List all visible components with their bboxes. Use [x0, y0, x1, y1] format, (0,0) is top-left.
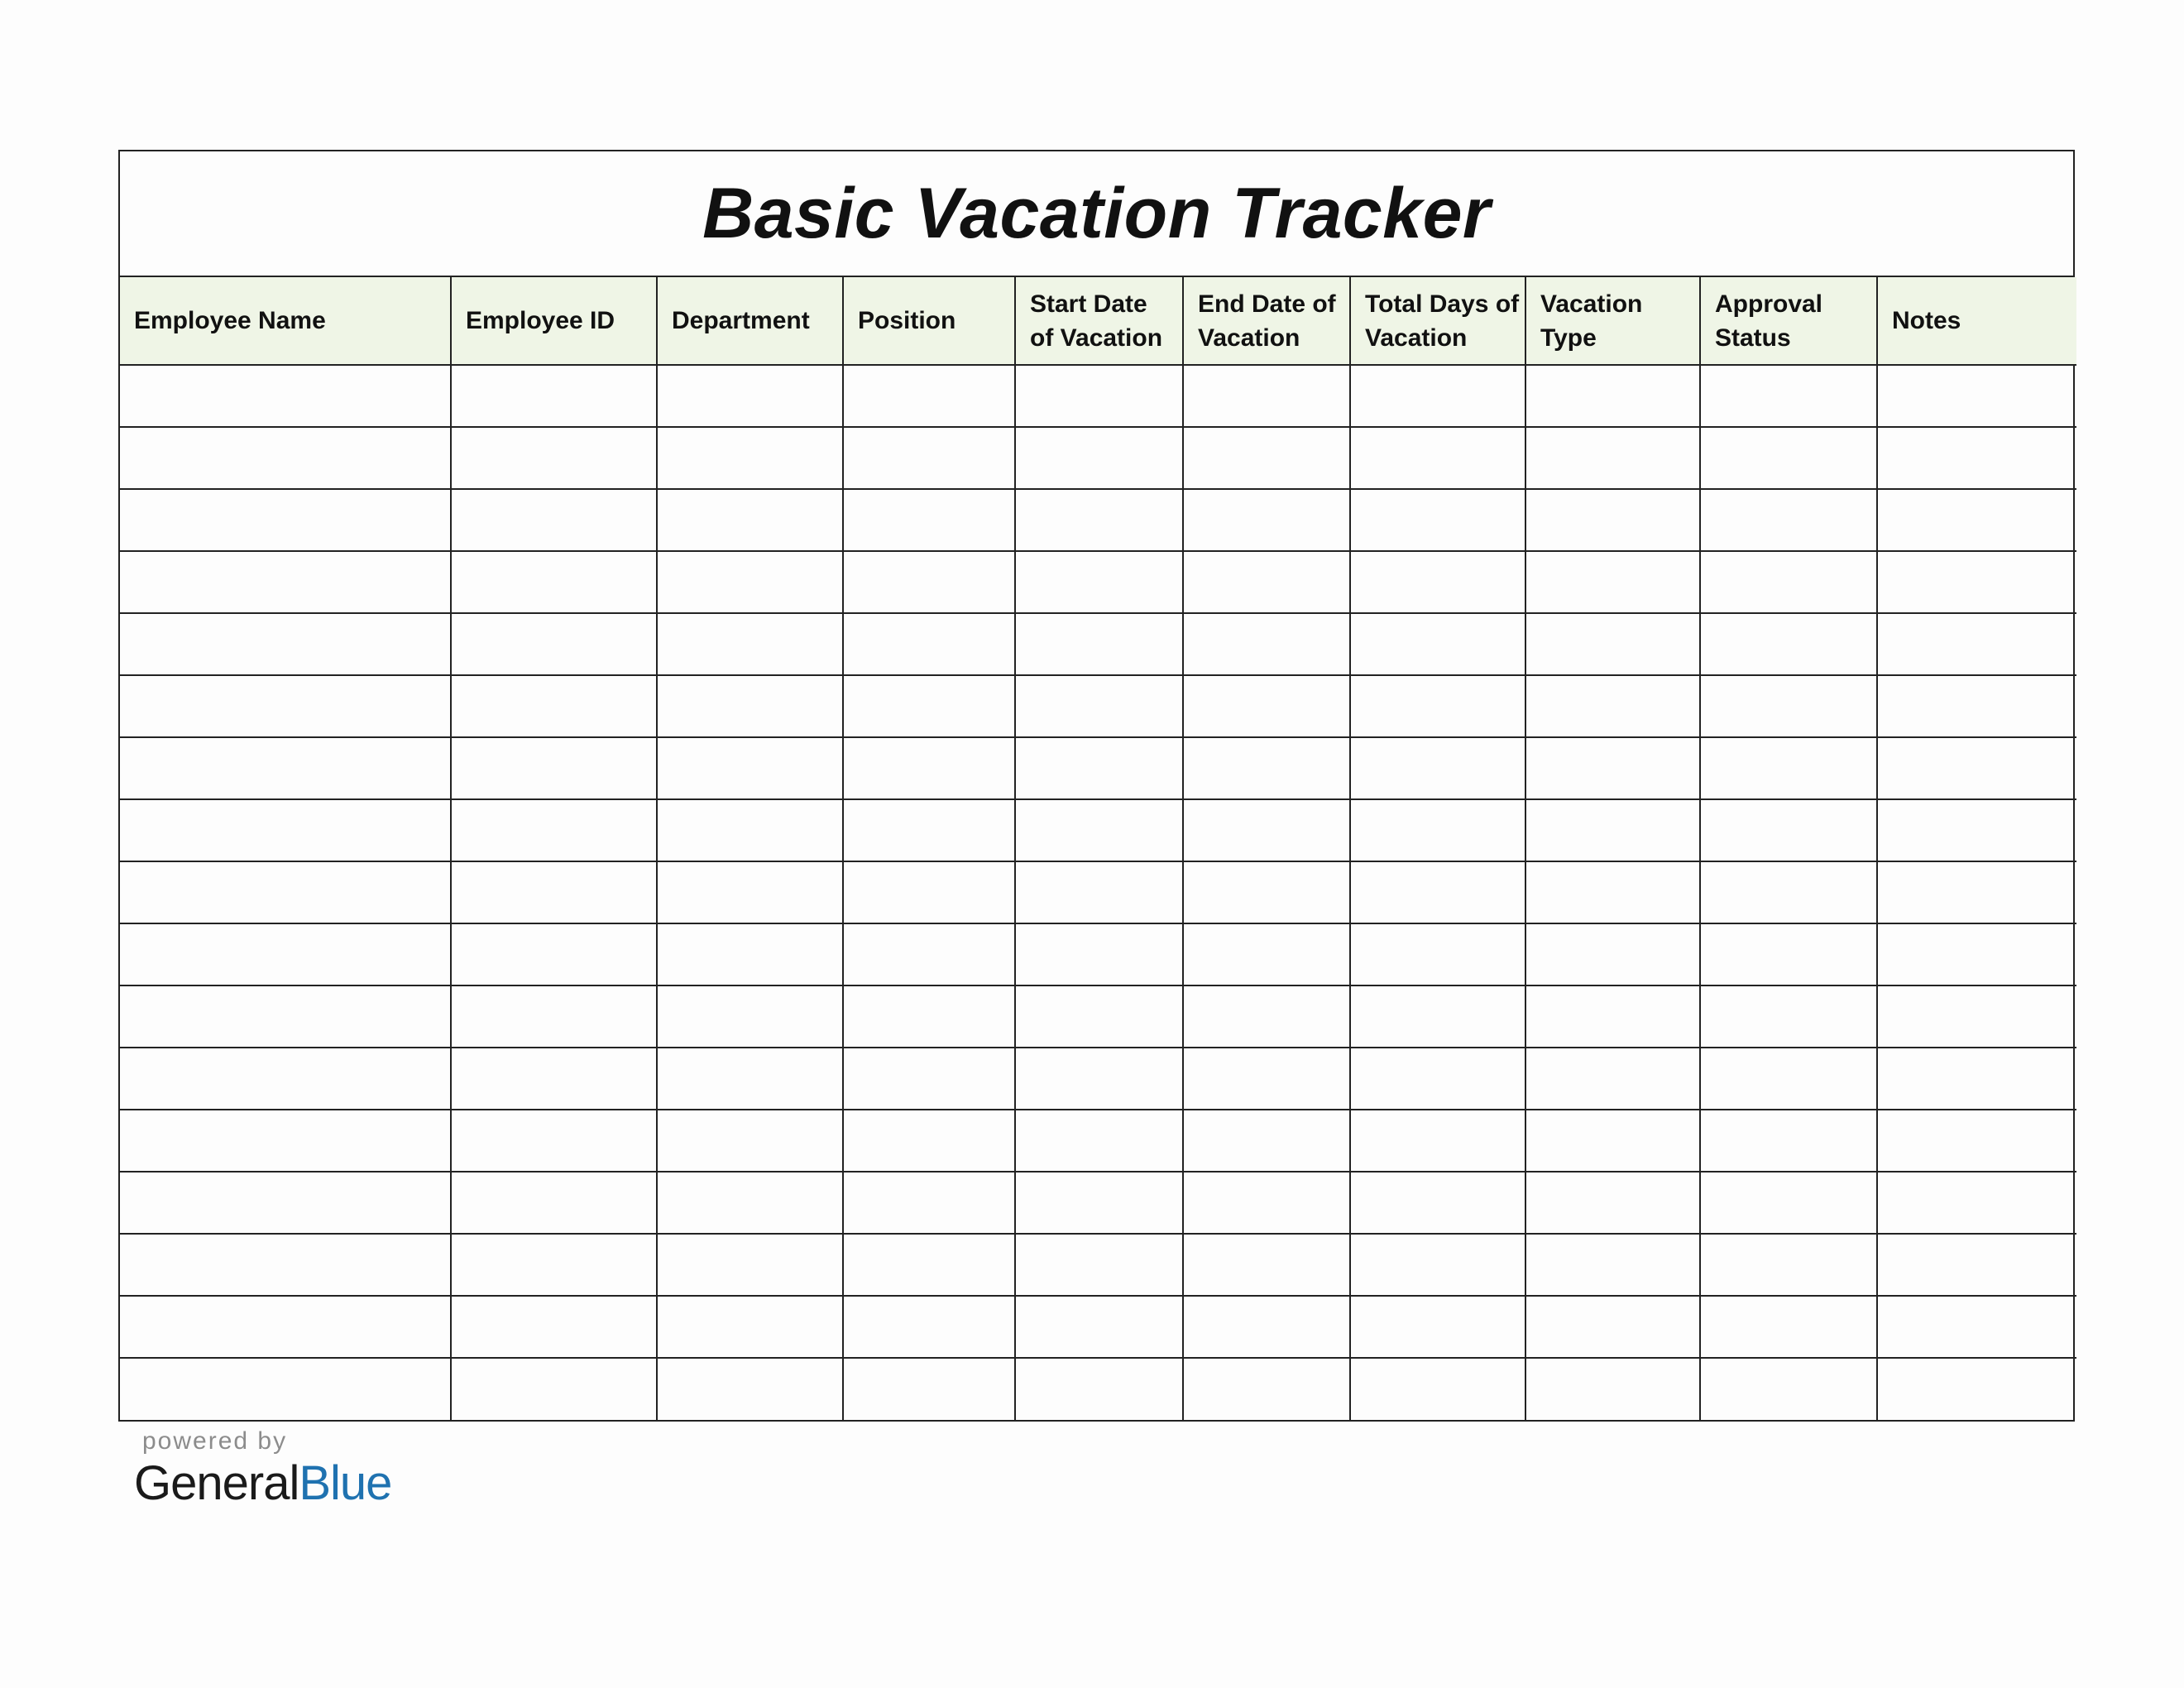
table-row — [120, 1048, 2076, 1110]
column-header-notes: Notes — [1877, 277, 2076, 365]
table-cell[interactable] — [120, 1172, 451, 1234]
table-cell[interactable] — [843, 1110, 1015, 1172]
table-cell[interactable] — [1183, 489, 1350, 551]
table-cell[interactable] — [657, 1296, 843, 1358]
table-cell[interactable] — [120, 1296, 451, 1358]
table-row — [120, 1296, 2076, 1358]
table-row — [120, 737, 2076, 799]
table-cell[interactable] — [657, 1358, 843, 1420]
table-cell[interactable] — [1183, 1296, 1350, 1358]
table-cell[interactable] — [843, 365, 1015, 427]
table-cell[interactable] — [1350, 799, 1525, 861]
table-cell[interactable] — [451, 489, 657, 551]
table-cell[interactable] — [657, 613, 843, 675]
table-cell[interactable] — [1183, 613, 1350, 675]
table-cell[interactable] — [1015, 1048, 1183, 1110]
table-cell[interactable] — [1015, 489, 1183, 551]
table-cell[interactable] — [1877, 1172, 2076, 1234]
table-cell[interactable] — [1877, 489, 2076, 551]
header-row — [120, 277, 2076, 365]
table-cell[interactable] — [843, 489, 1015, 551]
powered-by-text: powered by — [142, 1427, 288, 1455]
table-cell[interactable] — [120, 1048, 451, 1110]
table-cell[interactable] — [657, 1048, 843, 1110]
table-cell[interactable] — [120, 551, 451, 613]
table-cell[interactable] — [451, 1110, 657, 1172]
table-cell[interactable] — [1350, 675, 1525, 737]
table-cell[interactable] — [657, 985, 843, 1048]
table-cell[interactable] — [657, 1110, 843, 1172]
table-cell[interactable] — [1350, 1234, 1525, 1296]
table-cell[interactable] — [843, 737, 1015, 799]
table-cell[interactable] — [843, 985, 1015, 1048]
column-header-department: Department — [657, 277, 843, 365]
table-cell[interactable] — [1877, 365, 2076, 427]
table-cell[interactable] — [120, 923, 451, 985]
table-cell[interactable] — [451, 427, 657, 489]
table-cell[interactable] — [1700, 1172, 1877, 1234]
table-cell[interactable] — [657, 861, 843, 923]
table-cell[interactable] — [1525, 675, 1700, 737]
table-cell[interactable] — [1183, 1048, 1350, 1110]
table-cell[interactable] — [1700, 1296, 1877, 1358]
table-cell[interactable] — [1183, 365, 1350, 427]
table-cell[interactable] — [1183, 985, 1350, 1048]
table-cell[interactable] — [1183, 1234, 1350, 1296]
table-cell[interactable] — [843, 613, 1015, 675]
table-cell[interactable] — [1015, 861, 1183, 923]
table-cell[interactable] — [1700, 1110, 1877, 1172]
table-cell[interactable] — [120, 737, 451, 799]
table-cell[interactable] — [657, 489, 843, 551]
table-cell[interactable] — [1525, 1358, 1700, 1420]
powered-by-footer — [134, 1427, 391, 1510]
table-cell[interactable] — [657, 1234, 843, 1296]
table-cell[interactable] — [1525, 551, 1700, 613]
table-cell[interactable] — [1183, 1172, 1350, 1234]
vacation-tracker-sheet — [118, 150, 2075, 1422]
table-cell[interactable] — [1525, 365, 1700, 427]
table-cell[interactable] — [1525, 427, 1700, 489]
table-cell[interactable] — [1525, 613, 1700, 675]
table-cell[interactable] — [120, 613, 451, 675]
table-cell[interactable] — [451, 1234, 657, 1296]
table-cell[interactable] — [451, 861, 657, 923]
table-cell[interactable] — [1183, 799, 1350, 861]
vacation-table — [120, 277, 2076, 1420]
table-cell[interactable] — [1877, 675, 2076, 737]
table-cell[interactable] — [1015, 1358, 1183, 1420]
table-cell[interactable] — [1700, 923, 1877, 985]
table-cell[interactable] — [1350, 365, 1525, 427]
brand-general-text: General — [134, 1456, 299, 1510]
table-cell[interactable] — [1350, 1172, 1525, 1234]
table-cell[interactable] — [451, 799, 657, 861]
column-header-start-date: Start Date of Vacation — [1015, 277, 1183, 365]
table-cell[interactable] — [1525, 1172, 1700, 1234]
column-header-vacation-type: Vacation Type — [1525, 277, 1700, 365]
table-cell[interactable] — [1183, 923, 1350, 985]
table-cell[interactable] — [843, 799, 1015, 861]
table-row — [120, 985, 2076, 1048]
table-row — [120, 1234, 2076, 1296]
table-cell[interactable] — [1700, 365, 1877, 427]
table-cell[interactable] — [1877, 985, 2076, 1048]
table-cell[interactable] — [1183, 1358, 1350, 1420]
table-cell[interactable] — [843, 551, 1015, 613]
table-row — [120, 427, 2076, 489]
table-cell[interactable] — [1015, 1296, 1183, 1358]
table-cell[interactable] — [1183, 737, 1350, 799]
table-cell[interactable] — [843, 675, 1015, 737]
table-cell[interactable] — [1700, 1234, 1877, 1296]
table-cell[interactable] — [1525, 985, 1700, 1048]
table-cell[interactable] — [1015, 551, 1183, 613]
table-cell[interactable] — [657, 923, 843, 985]
table-row — [120, 551, 2076, 613]
table-cell[interactable] — [843, 427, 1015, 489]
table-cell[interactable] — [1525, 923, 1700, 985]
table-cell[interactable] — [1700, 489, 1877, 551]
column-header-employee-id: Employee ID — [451, 277, 657, 365]
table-cell[interactable] — [1525, 1110, 1700, 1172]
table-row — [120, 1358, 2076, 1420]
table-cell[interactable] — [1015, 613, 1183, 675]
table-cell[interactable] — [1525, 861, 1700, 923]
table-cell[interactable] — [120, 1110, 451, 1172]
table-cell[interactable] — [451, 985, 657, 1048]
table-cell[interactable] — [120, 861, 451, 923]
table-cell[interactable] — [451, 923, 657, 985]
brand-logo — [134, 1457, 391, 1510]
table-cell[interactable] — [843, 1296, 1015, 1358]
table-cell[interactable] — [1350, 737, 1525, 799]
table-cell[interactable] — [1183, 427, 1350, 489]
table-cell[interactable] — [1350, 613, 1525, 675]
table-cell[interactable] — [451, 1296, 657, 1358]
table-cell[interactable] — [1350, 1110, 1525, 1172]
title-bar — [120, 151, 2073, 277]
table-cell[interactable] — [1525, 1048, 1700, 1110]
table-cell[interactable] — [1877, 1358, 2076, 1420]
column-header-total-days: Total Days of Vacation — [1350, 277, 1525, 365]
table-cell[interactable] — [120, 489, 451, 551]
table-cell[interactable] — [1183, 675, 1350, 737]
table-cell[interactable] — [1015, 799, 1183, 861]
table-cell[interactable] — [657, 427, 843, 489]
table-cell[interactable] — [1700, 1358, 1877, 1420]
table-cell[interactable] — [1015, 1234, 1183, 1296]
table-cell[interactable] — [1015, 365, 1183, 427]
table-cell[interactable] — [451, 737, 657, 799]
table-row — [120, 1110, 2076, 1172]
table-cell[interactable] — [657, 799, 843, 861]
table-cell[interactable] — [843, 1048, 1015, 1110]
table-cell[interactable] — [120, 675, 451, 737]
table-cell[interactable] — [1015, 923, 1183, 985]
table-cell[interactable] — [451, 551, 657, 613]
table-cell[interactable] — [1350, 551, 1525, 613]
table-cell[interactable] — [1877, 861, 2076, 923]
table-cell[interactable] — [1015, 737, 1183, 799]
table-cell[interactable] — [1525, 799, 1700, 861]
table-cell[interactable] — [1877, 427, 2076, 489]
table-cell[interactable] — [451, 613, 657, 675]
page-title: Basic Vacation Tracker — [702, 173, 1491, 253]
table-cell[interactable] — [120, 1358, 451, 1420]
table-body — [120, 365, 2076, 1420]
table-cell[interactable] — [451, 675, 657, 737]
table-cell[interactable] — [1525, 737, 1700, 799]
table-cell[interactable] — [843, 1234, 1015, 1296]
table-cell[interactable] — [1183, 551, 1350, 613]
table-cell[interactable] — [1350, 1358, 1525, 1420]
table-row — [120, 365, 2076, 427]
table-cell[interactable] — [843, 861, 1015, 923]
table-cell[interactable] — [1015, 985, 1183, 1048]
table-cell[interactable] — [1700, 985, 1877, 1048]
table-cell[interactable] — [1350, 1048, 1525, 1110]
table-row — [120, 1172, 2076, 1234]
table-cell[interactable] — [451, 1048, 657, 1110]
table-cell[interactable] — [1877, 1110, 2076, 1172]
column-header-employee-name: Employee Name — [120, 277, 451, 365]
table-cell[interactable] — [1877, 923, 2076, 985]
table-cell[interactable] — [1700, 737, 1877, 799]
table-cell[interactable] — [120, 1234, 451, 1296]
table-cell[interactable] — [1350, 985, 1525, 1048]
table-cell[interactable] — [1700, 799, 1877, 861]
table-cell[interactable] — [120, 799, 451, 861]
table-cell[interactable] — [1877, 1234, 2076, 1296]
table-cell[interactable] — [1877, 799, 2076, 861]
table-cell[interactable] — [1877, 613, 2076, 675]
brand-blue-text: Blue — [299, 1456, 392, 1510]
table-cell[interactable] — [1525, 1234, 1700, 1296]
table-cell[interactable] — [843, 923, 1015, 985]
table-row — [120, 675, 2076, 737]
table-cell[interactable] — [1700, 613, 1877, 675]
table-cell[interactable] — [120, 427, 451, 489]
table-cell[interactable] — [1350, 489, 1525, 551]
table-cell[interactable] — [1700, 675, 1877, 737]
table-cell[interactable] — [451, 1172, 657, 1234]
table-cell[interactable] — [120, 985, 451, 1048]
column-header-end-date: End Date of Vacation — [1183, 277, 1350, 365]
table-cell[interactable] — [1350, 427, 1525, 489]
table-cell[interactable] — [1700, 861, 1877, 923]
table-cell[interactable] — [657, 551, 843, 613]
table-row — [120, 861, 2076, 923]
table-cell[interactable] — [1525, 1296, 1700, 1358]
table-cell[interactable] — [1700, 1048, 1877, 1110]
table-cell[interactable] — [1700, 551, 1877, 613]
table-cell[interactable] — [657, 675, 843, 737]
table-row — [120, 923, 2076, 985]
table-cell[interactable] — [1877, 551, 2076, 613]
table-cell[interactable] — [1700, 427, 1877, 489]
table-cell[interactable] — [1877, 1296, 2076, 1358]
table-cell[interactable] — [1877, 1048, 2076, 1110]
table-cell[interactable] — [1350, 861, 1525, 923]
table-cell[interactable] — [843, 1358, 1015, 1420]
table-cell[interactable] — [1015, 427, 1183, 489]
table-cell[interactable] — [120, 365, 451, 427]
table-cell[interactable] — [1183, 861, 1350, 923]
table-cell[interactable] — [1183, 1110, 1350, 1172]
table-row — [120, 489, 2076, 551]
table-row — [120, 613, 2076, 675]
table-cell[interactable] — [1350, 923, 1525, 985]
column-header-position: Position — [843, 277, 1015, 365]
column-header-approval-status: Approval Status — [1700, 277, 1877, 365]
table-cell[interactable] — [657, 737, 843, 799]
table-cell[interactable] — [1525, 489, 1700, 551]
table-cell[interactable] — [451, 365, 657, 427]
table-cell[interactable] — [451, 1358, 657, 1420]
table-cell[interactable] — [1015, 675, 1183, 737]
table-cell[interactable] — [1350, 1296, 1525, 1358]
table-cell[interactable] — [1015, 1110, 1183, 1172]
table-cell[interactable] — [1877, 737, 2076, 799]
table-cell[interactable] — [657, 365, 843, 427]
table-cell[interactable] — [1015, 1172, 1183, 1234]
table-cell[interactable] — [657, 1172, 843, 1234]
table-row — [120, 799, 2076, 861]
table-cell[interactable] — [843, 1172, 1015, 1234]
